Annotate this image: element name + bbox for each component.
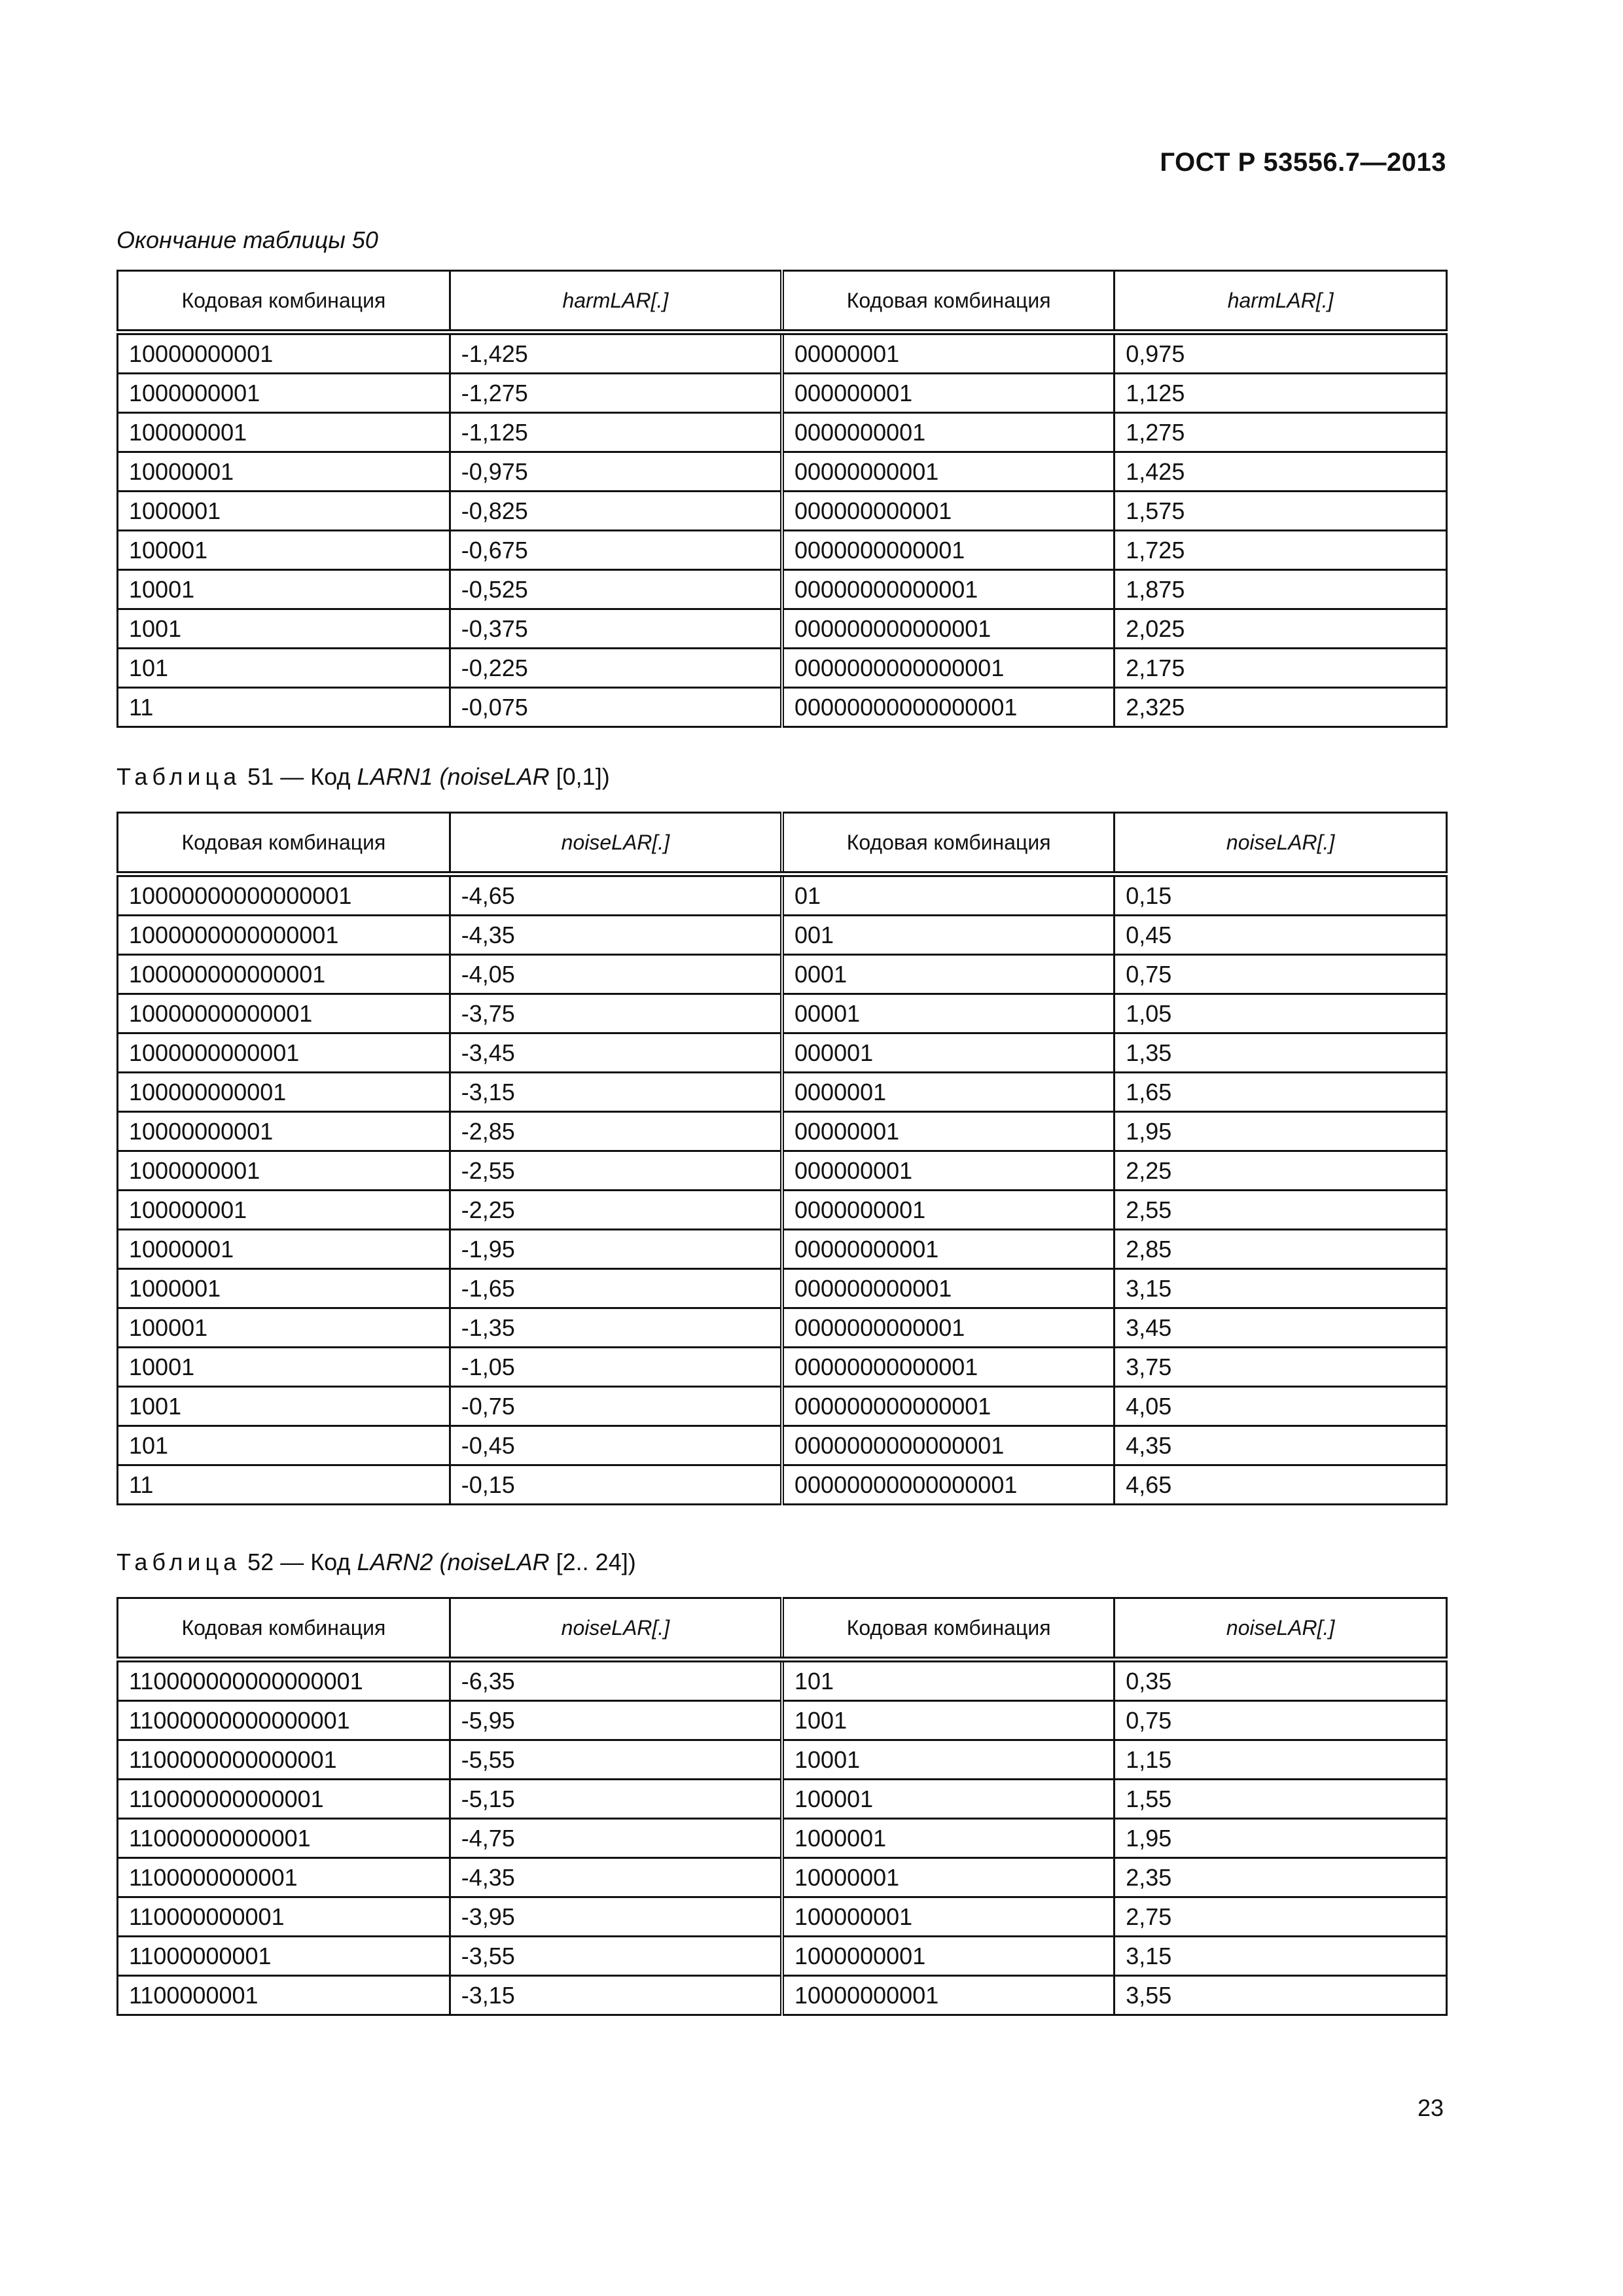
code-cell: 1000001: [782, 1819, 1115, 1858]
value-cell: -0,075: [450, 688, 782, 727]
table-row: [118, 570, 1447, 609]
value-cell: -0,375: [450, 609, 782, 649]
code-cell: 000000001: [782, 374, 1115, 413]
code-cell: 10000000001: [118, 332, 450, 374]
table-row: [118, 1465, 1447, 1505]
code-cell: 11000000000001: [118, 1819, 450, 1858]
value-cell: -4,35: [450, 1858, 782, 1897]
column-header-value: harmLAR[.]: [1115, 271, 1447, 332]
value-cell: 1,65: [1115, 1073, 1447, 1112]
code-cell: 11: [118, 688, 450, 727]
value-cell: -4,05: [450, 955, 782, 994]
value-cell: -5,55: [450, 1740, 782, 1780]
column-header-code: Кодовая комбинация: [118, 813, 450, 874]
value-cell: 3,75: [1115, 1348, 1447, 1387]
value-cell: 1,95: [1115, 1819, 1447, 1858]
value-cell: 1,35: [1115, 1033, 1447, 1073]
value-cell: -1,65: [450, 1269, 782, 1308]
code-cell: 10000000001: [118, 1112, 450, 1151]
table-row: [118, 874, 1447, 916]
code-cell: 10000000000001: [118, 994, 450, 1033]
value-cell: 2,75: [1115, 1897, 1447, 1937]
caption-param-open: (: [439, 1549, 448, 1575]
code-cell: 110000000000000001: [118, 1660, 450, 1701]
table-row: [118, 1660, 1447, 1701]
value-cell: 1,95: [1115, 1112, 1447, 1151]
code-cell: 0000001: [782, 1073, 1115, 1112]
table-row: [118, 531, 1447, 570]
table-header-row: [118, 271, 1447, 332]
table-51: [116, 812, 1448, 1505]
table-row: [118, 1348, 1447, 1387]
column-header-value: harmLAR[.]: [450, 271, 782, 332]
code-cell: 100000000001: [118, 1073, 450, 1112]
table-50: [116, 270, 1448, 728]
value-cell: -6,35: [450, 1660, 782, 1701]
code-cell: 1000000001: [118, 374, 450, 413]
value-cell: 4,05: [1115, 1387, 1447, 1426]
table-row: [118, 1033, 1447, 1073]
table-row: [118, 1976, 1447, 2015]
table-row: [118, 492, 1447, 531]
table-header-row: [118, 813, 1447, 874]
value-cell: 0,75: [1115, 955, 1447, 994]
value-cell: 1,275: [1115, 413, 1447, 452]
code-cell: 00000000000000001: [782, 688, 1115, 727]
table-51-caption: [116, 763, 610, 791]
value-cell: 0,75: [1115, 1701, 1447, 1740]
value-cell: -1,125: [450, 413, 782, 452]
table-row: [118, 1858, 1447, 1897]
value-cell: 3,55: [1115, 1976, 1447, 2015]
code-cell: 100001: [118, 531, 450, 570]
code-cell: 100001: [782, 1780, 1115, 1819]
table-row: [118, 1269, 1447, 1308]
value-cell: -2,25: [450, 1191, 782, 1230]
value-cell: 0,975: [1115, 332, 1447, 374]
code-cell: 1001: [782, 1701, 1115, 1740]
code-cell: 11: [118, 1465, 450, 1505]
value-cell: -5,95: [450, 1701, 782, 1740]
code-cell: 11000000000000001: [118, 1701, 450, 1740]
code-cell: 0000000001: [782, 1191, 1115, 1230]
value-cell: -3,75: [450, 994, 782, 1033]
value-cell: -4,75: [450, 1819, 782, 1858]
value-cell: 1,55: [1115, 1780, 1447, 1819]
column-header-code: Кодовая комбинация: [782, 271, 1115, 332]
column-header-code: Кодовая комбинация: [118, 1598, 450, 1660]
value-cell: 1,425: [1115, 452, 1447, 492]
caption-param: noiseLAR: [447, 763, 550, 790]
code-cell: 101: [118, 1426, 450, 1465]
code-cell: 00000001: [782, 332, 1115, 374]
column-header-value: noiseLAR[.]: [1115, 813, 1447, 874]
value-cell: 0,35: [1115, 1660, 1447, 1701]
table-row: [118, 1897, 1447, 1937]
code-cell: 0000000000000001: [782, 649, 1115, 688]
value-cell: 1,15: [1115, 1740, 1447, 1780]
code-cell: 10000001: [782, 1858, 1115, 1897]
table-body: [118, 874, 1447, 1505]
value-cell: -2,55: [450, 1151, 782, 1191]
value-cell: 2,175: [1115, 649, 1447, 688]
code-cell: 0000000000001: [782, 531, 1115, 570]
code-cell: 0001: [782, 955, 1115, 994]
value-cell: 1,05: [1115, 994, 1447, 1033]
value-cell: -5,15: [450, 1780, 782, 1819]
value-cell: -1,95: [450, 1230, 782, 1269]
table-row: [118, 1701, 1447, 1740]
code-cell: 10000000001: [782, 1976, 1115, 2015]
value-cell: -4,65: [450, 874, 782, 916]
table-row: [118, 1191, 1447, 1230]
column-header-value: noiseLAR[.]: [450, 1598, 782, 1660]
caption-dash: — Код: [280, 763, 351, 790]
table-row: [118, 1151, 1447, 1191]
value-cell: -1,05: [450, 1348, 782, 1387]
table-header-row: [118, 1598, 1447, 1660]
table-row: [118, 1819, 1447, 1858]
column-header-code: Кодовая комбинация: [782, 813, 1115, 874]
value-cell: 3,45: [1115, 1308, 1447, 1348]
caption-code: LARN2: [357, 1549, 433, 1575]
value-cell: -3,15: [450, 1976, 782, 2015]
table-body: [118, 332, 1447, 727]
value-cell: -3,45: [450, 1033, 782, 1073]
value-cell: 2,325: [1115, 688, 1447, 727]
code-cell: 100000001: [782, 1897, 1115, 1937]
code-cell: 000000001: [782, 1151, 1115, 1191]
code-cell: 001: [782, 916, 1115, 955]
table-row: [118, 649, 1447, 688]
column-header-value: noiseLAR[.]: [1115, 1598, 1447, 1660]
value-cell: -0,75: [450, 1387, 782, 1426]
value-cell: 3,15: [1115, 1269, 1447, 1308]
value-cell: 4,65: [1115, 1465, 1447, 1505]
code-cell: 1000001: [118, 1269, 450, 1308]
code-cell: 1000000001: [782, 1937, 1115, 1976]
code-cell: 01: [782, 874, 1115, 916]
code-cell: 000000000001: [782, 492, 1115, 531]
table-row: [118, 994, 1447, 1033]
code-cell: 1000000001: [118, 1151, 450, 1191]
table-row: [118, 374, 1447, 413]
table-row: [118, 413, 1447, 452]
table-52: [116, 1597, 1448, 2016]
code-cell: 00000001: [782, 1112, 1115, 1151]
code-cell: 100000001: [118, 413, 450, 452]
value-cell: -3,55: [450, 1937, 782, 1976]
caption-code: LARN1: [357, 763, 433, 790]
code-cell: 00000000001: [782, 452, 1115, 492]
table-row: [118, 1780, 1447, 1819]
code-cell: 110000000001: [118, 1897, 450, 1937]
table-row: [118, 1112, 1447, 1151]
code-cell: 00000000000001: [782, 1348, 1115, 1387]
document-id: ГОСТ Р 53556.7—2013: [1160, 148, 1446, 177]
caption-label: Таблица: [116, 763, 241, 790]
value-cell: 2,55: [1115, 1191, 1447, 1230]
value-cell: 2,025: [1115, 609, 1447, 649]
code-cell: 000000000000001: [782, 609, 1115, 649]
column-header-code: Кодовая комбинация: [782, 1598, 1115, 1660]
value-cell: 2,35: [1115, 1858, 1447, 1897]
code-cell: 10001: [118, 1348, 450, 1387]
value-cell: -0,225: [450, 649, 782, 688]
caption-dash: — Код: [280, 1549, 351, 1575]
value-cell: -3,15: [450, 1073, 782, 1112]
code-cell: 1100000001: [118, 1976, 450, 2015]
table-52-caption: [116, 1549, 636, 1576]
value-cell: 1,125: [1115, 374, 1447, 413]
code-cell: 10000001: [118, 452, 450, 492]
code-cell: 00000000001: [782, 1230, 1115, 1269]
caption-range: [2.. 24]): [556, 1549, 636, 1575]
code-cell: 101: [782, 1660, 1115, 1701]
value-cell: -0,525: [450, 570, 782, 609]
table-row: [118, 1308, 1447, 1348]
code-cell: 100000000000001: [118, 955, 450, 994]
code-cell: 110000000000001: [118, 1780, 450, 1819]
code-cell: 1001: [118, 1387, 450, 1426]
code-cell: 0000000000000001: [782, 1426, 1115, 1465]
value-cell: -0,825: [450, 492, 782, 531]
table-row: [118, 1230, 1447, 1269]
code-cell: 000000000000001: [782, 1387, 1115, 1426]
page-number: 23: [1417, 2094, 1444, 2121]
value-cell: -1,425: [450, 332, 782, 374]
code-cell: 00000000000001: [782, 570, 1115, 609]
table-row: [118, 1387, 1447, 1426]
value-cell: -4,35: [450, 916, 782, 955]
table-row: [118, 955, 1447, 994]
code-cell: 1000001: [118, 492, 450, 531]
code-cell: 000000000001: [782, 1269, 1115, 1308]
code-cell: 1001: [118, 609, 450, 649]
value-cell: 3,15: [1115, 1937, 1447, 1976]
table-row: [118, 332, 1447, 374]
value-cell: 2,25: [1115, 1151, 1447, 1191]
code-cell: 1000000000001: [118, 1033, 450, 1073]
value-cell: 2,85: [1115, 1230, 1447, 1269]
table-row: [118, 1740, 1447, 1780]
code-cell: 10000000000000001: [118, 874, 450, 916]
code-cell: 1100000000000001: [118, 1740, 450, 1780]
column-header-code: Кодовая комбинация: [118, 271, 450, 332]
value-cell: 1,725: [1115, 531, 1447, 570]
value-cell: -0,45: [450, 1426, 782, 1465]
value-cell: -0,975: [450, 452, 782, 492]
table-body: [118, 1660, 1447, 2015]
code-cell: 00001: [782, 994, 1115, 1033]
caption-number: 52: [247, 1549, 274, 1575]
table-row: [118, 916, 1447, 955]
value-cell: 1,875: [1115, 570, 1447, 609]
code-cell: 1000000000000001: [118, 916, 450, 955]
value-cell: -1,275: [450, 374, 782, 413]
code-cell: 0000000001: [782, 413, 1115, 452]
value-cell: -1,35: [450, 1308, 782, 1348]
caption-range: [0,1]): [556, 763, 610, 790]
code-cell: 100000001: [118, 1191, 450, 1230]
value-cell: -0,675: [450, 531, 782, 570]
caption-number: 51: [247, 763, 274, 790]
table-row: [118, 1937, 1447, 1976]
table-row: [118, 1426, 1447, 1465]
code-cell: 10001: [118, 570, 450, 609]
value-cell: 0,15: [1115, 874, 1447, 916]
table-50-caption: Окончание таблицы 50: [116, 226, 378, 253]
caption-label: Таблица: [116, 1549, 241, 1575]
value-cell: -0,15: [450, 1465, 782, 1505]
code-cell: 11000000001: [118, 1937, 450, 1976]
value-cell: 4,35: [1115, 1426, 1447, 1465]
value-cell: -2,85: [450, 1112, 782, 1151]
value-cell: 0,45: [1115, 916, 1447, 955]
code-cell: 1100000000001: [118, 1858, 450, 1897]
code-cell: 100001: [118, 1308, 450, 1348]
code-cell: 000001: [782, 1033, 1115, 1073]
table-row: [118, 609, 1447, 649]
code-cell: 0000000000001: [782, 1308, 1115, 1348]
value-cell: 1,575: [1115, 492, 1447, 531]
code-cell: 10001: [782, 1740, 1115, 1780]
value-cell: -3,95: [450, 1897, 782, 1937]
code-cell: 10000001: [118, 1230, 450, 1269]
caption-param-open: (: [439, 763, 448, 790]
table-row: [118, 1073, 1447, 1112]
table-row: [118, 452, 1447, 492]
code-cell: 101: [118, 649, 450, 688]
table-row: [118, 688, 1447, 727]
code-cell: 00000000000000001: [782, 1465, 1115, 1505]
column-header-value: noiseLAR[.]: [450, 813, 782, 874]
caption-param: noiseLAR: [447, 1549, 550, 1575]
